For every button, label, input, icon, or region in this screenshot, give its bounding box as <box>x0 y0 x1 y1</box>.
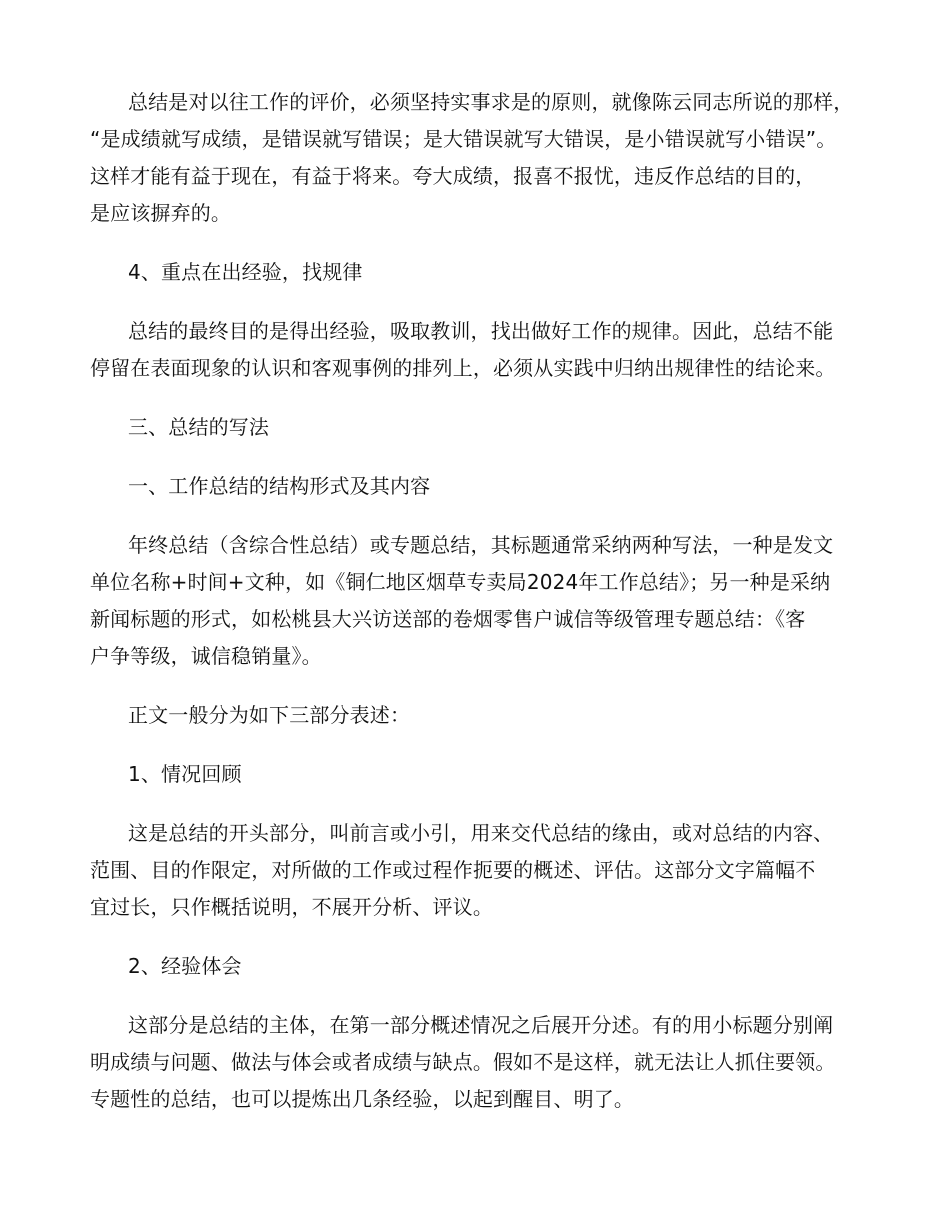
text-line: 明成绩与问题、做法与体会或者成绩与缺点。假如不是这样，就无法让人抓住要领。 <box>90 1050 836 1074</box>
text-line: 宜过长，只作概括说明，不展开分析、评议。 <box>90 895 493 919</box>
text-line: 是应该摒弃的。 <box>90 201 232 225</box>
text-line: 专题性的总结，也可以提炼出几条经验，以起到醒目、明了。 <box>90 1087 635 1111</box>
heading-experience-rules <box>90 254 862 291</box>
paragraph-purpose <box>90 313 862 387</box>
text-line: 范围、目的作限定，对所做的工作或过程作扼要的概述、评估。这部分文字篇幅不 <box>90 858 816 882</box>
section-heading: 2、经验体会 <box>128 954 242 978</box>
text-line: 正文一般分为如下三部分表述： <box>128 703 411 727</box>
text-line: 新闻标题的形式，如松桃县大兴访送部的卷烟零售户诚信等级管理专题总结：《客 <box>90 607 806 631</box>
section-heading: 4、重点在出经验，找规律 <box>128 260 363 284</box>
document-body <box>90 84 862 1140</box>
section-heading: 一、工作总结的结构形式及其内容 <box>128 474 431 498</box>
heading-review <box>90 756 862 793</box>
paragraph-body-parts <box>90 697 862 734</box>
text-line: 这是总结的开头部分，叫前言或小引，用来交代总结的缘由，或对总结的内容、 <box>128 821 834 845</box>
text-line: 年终总结（含综合性总结）或专题总结，其标题通常采纳两种写法，一种是发文 <box>128 533 834 557</box>
text-line: “是成绩就写成绩，是错误就写错误；是大错误就写大错误，是小错误就写小错误”。 <box>90 127 837 151</box>
paragraph-experience <box>90 1007 862 1118</box>
heading-experience <box>90 948 862 985</box>
text-line: 单位名称+时间+文种，如《铜仁地区烟草专卖局2024年工作总结》；另一种是采纳 <box>90 570 831 594</box>
text-line: 户争等级，诚信稳销量》。 <box>90 644 322 668</box>
text-line: 总结的最终目的是得出经验，吸取教训，找出做好工作的规律。因此，总结不能 <box>128 319 834 343</box>
section-heading: 1、情况回顾 <box>128 762 242 786</box>
paragraph-honesty <box>90 84 862 232</box>
paragraph-title-forms <box>90 527 862 675</box>
text-line: 这部分是总结的主体，在第一部分概述情况之后展开分述。有的用小标题分别阐 <box>128 1013 834 1037</box>
paragraph-review <box>90 815 862 926</box>
text-line: 总结是对以往工作的评价，必须坚持实事求是的原则，就像陈云同志所说的那样， <box>128 90 854 114</box>
text-line: 这样才能有益于现在，有益于将来。夸大成绩，报喜不报忧，违反作总结的目的， <box>90 164 816 188</box>
heading-writing-method <box>90 409 862 446</box>
heading-structure <box>90 468 862 505</box>
section-heading: 三、总结的写法 <box>128 415 270 439</box>
text-line: 停留在表面现象的认识和客观事例的排列上，必须从实践中归纳出规律性的结论来。 <box>90 356 836 380</box>
